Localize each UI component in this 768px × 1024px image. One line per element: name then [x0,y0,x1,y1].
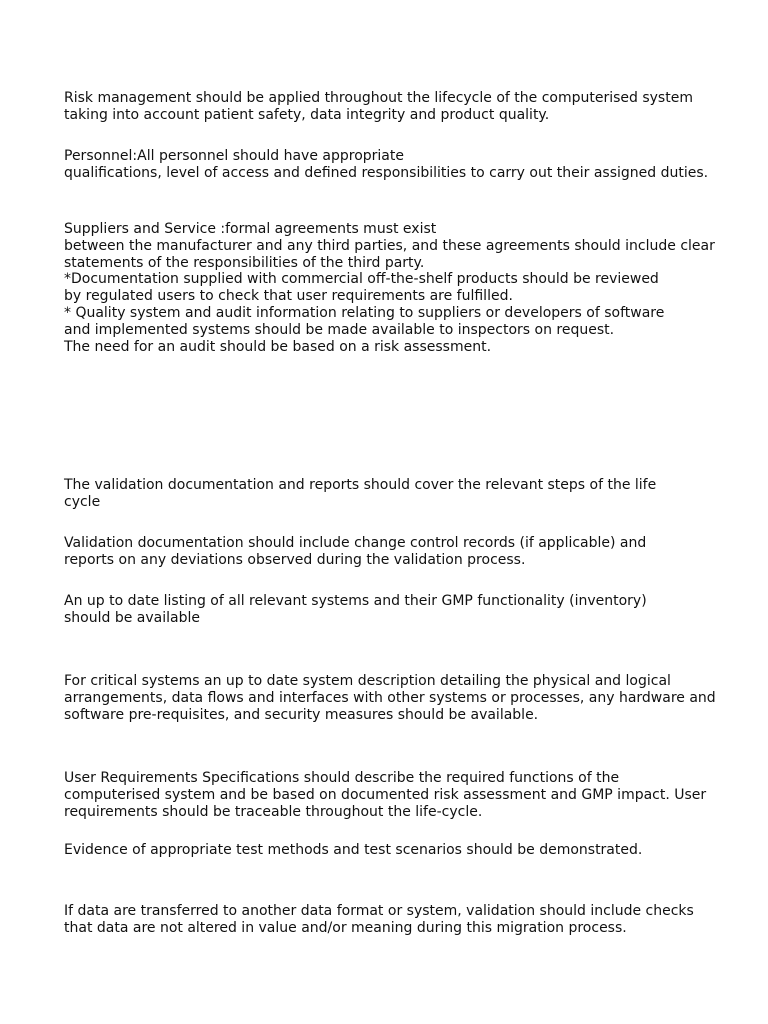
text-line: software pre-requisites, and security measures should be available. [64,706,539,723]
text-line: * Quality system and audit information relating to suppliers or developers of software [64,304,665,321]
text-line: between the manufacturer and any third parties, and these agreements should include clear [64,237,715,254]
text-line: Validation documentation should include change control records (if applicable) and [64,535,647,551]
text-line: Suppliers and Service :formal agreements must exist [64,221,437,237]
paragraph-suppliers-and-service [64,221,754,355]
paragraph-risk-management [64,90,754,124]
text-line: cycle [64,493,101,510]
paragraph-critical-systems [64,673,754,723]
text-line: statements of the responsibilities of the third party. [64,254,425,271]
text-line: that data are not altered in value and/or meaning during this migration process. [64,919,627,936]
text-line: Evidence of appropriate test methods and test scenarios should be demonstrated. [64,842,643,858]
text-line: The need for an audit should be based on a risk assessment. [64,338,492,355]
text-line: An up to date listing of all relevant systems and their GMP functionality (inventory) [64,593,647,609]
paragraph-user-requirements [64,770,754,820]
paragraph-personnel [64,148,754,182]
text-line: Risk management should be applied throughout the lifecycle of the computerised system [64,90,693,106]
text-line: by regulated users to check that user requirements are fulfilled. [64,288,513,305]
text-line: The validation documentation and reports should cover the relevant steps of the life [64,477,657,493]
text-line: If data are transferred to another data format or system, validation should include checks [64,903,694,919]
paragraph-test-methods [64,842,754,859]
paragraph-data-migration [64,903,754,937]
text-line: should be available [64,609,200,626]
text-line: qualifications, level of access and defined responsibilities to carry out their assigned duties. [64,164,709,181]
text-line: computerised system and be based on documented risk assessment and GMP impact. User [64,786,707,803]
text-line: and implemented systems should be made available to inspectors on request. [64,321,615,338]
text-line: reports on any deviations observed during the validation process. [64,551,526,568]
text-line: User Requirements Specifications should describe the required functions of the [64,770,620,786]
text-line: Personnel:All personnel should have appropriate [64,148,404,164]
text-line: requirements should be traceable throughout the life-cycle. [64,803,483,820]
paragraph-validation-documentation [64,477,754,511]
text-line: *Documentation supplied with commercial off-the-shelf products should be reviewed [64,271,659,288]
paragraph-change-control [64,535,754,569]
paragraph-system-inventory [64,593,754,627]
text-line: arrangements, data flows and interfaces with other systems or processes, any hardware and [64,689,716,706]
text-line: taking into account patient safety, data integrity and product quality. [64,106,550,123]
text-line: For critical systems an up to date system description detailing the physical and logical [64,673,671,689]
